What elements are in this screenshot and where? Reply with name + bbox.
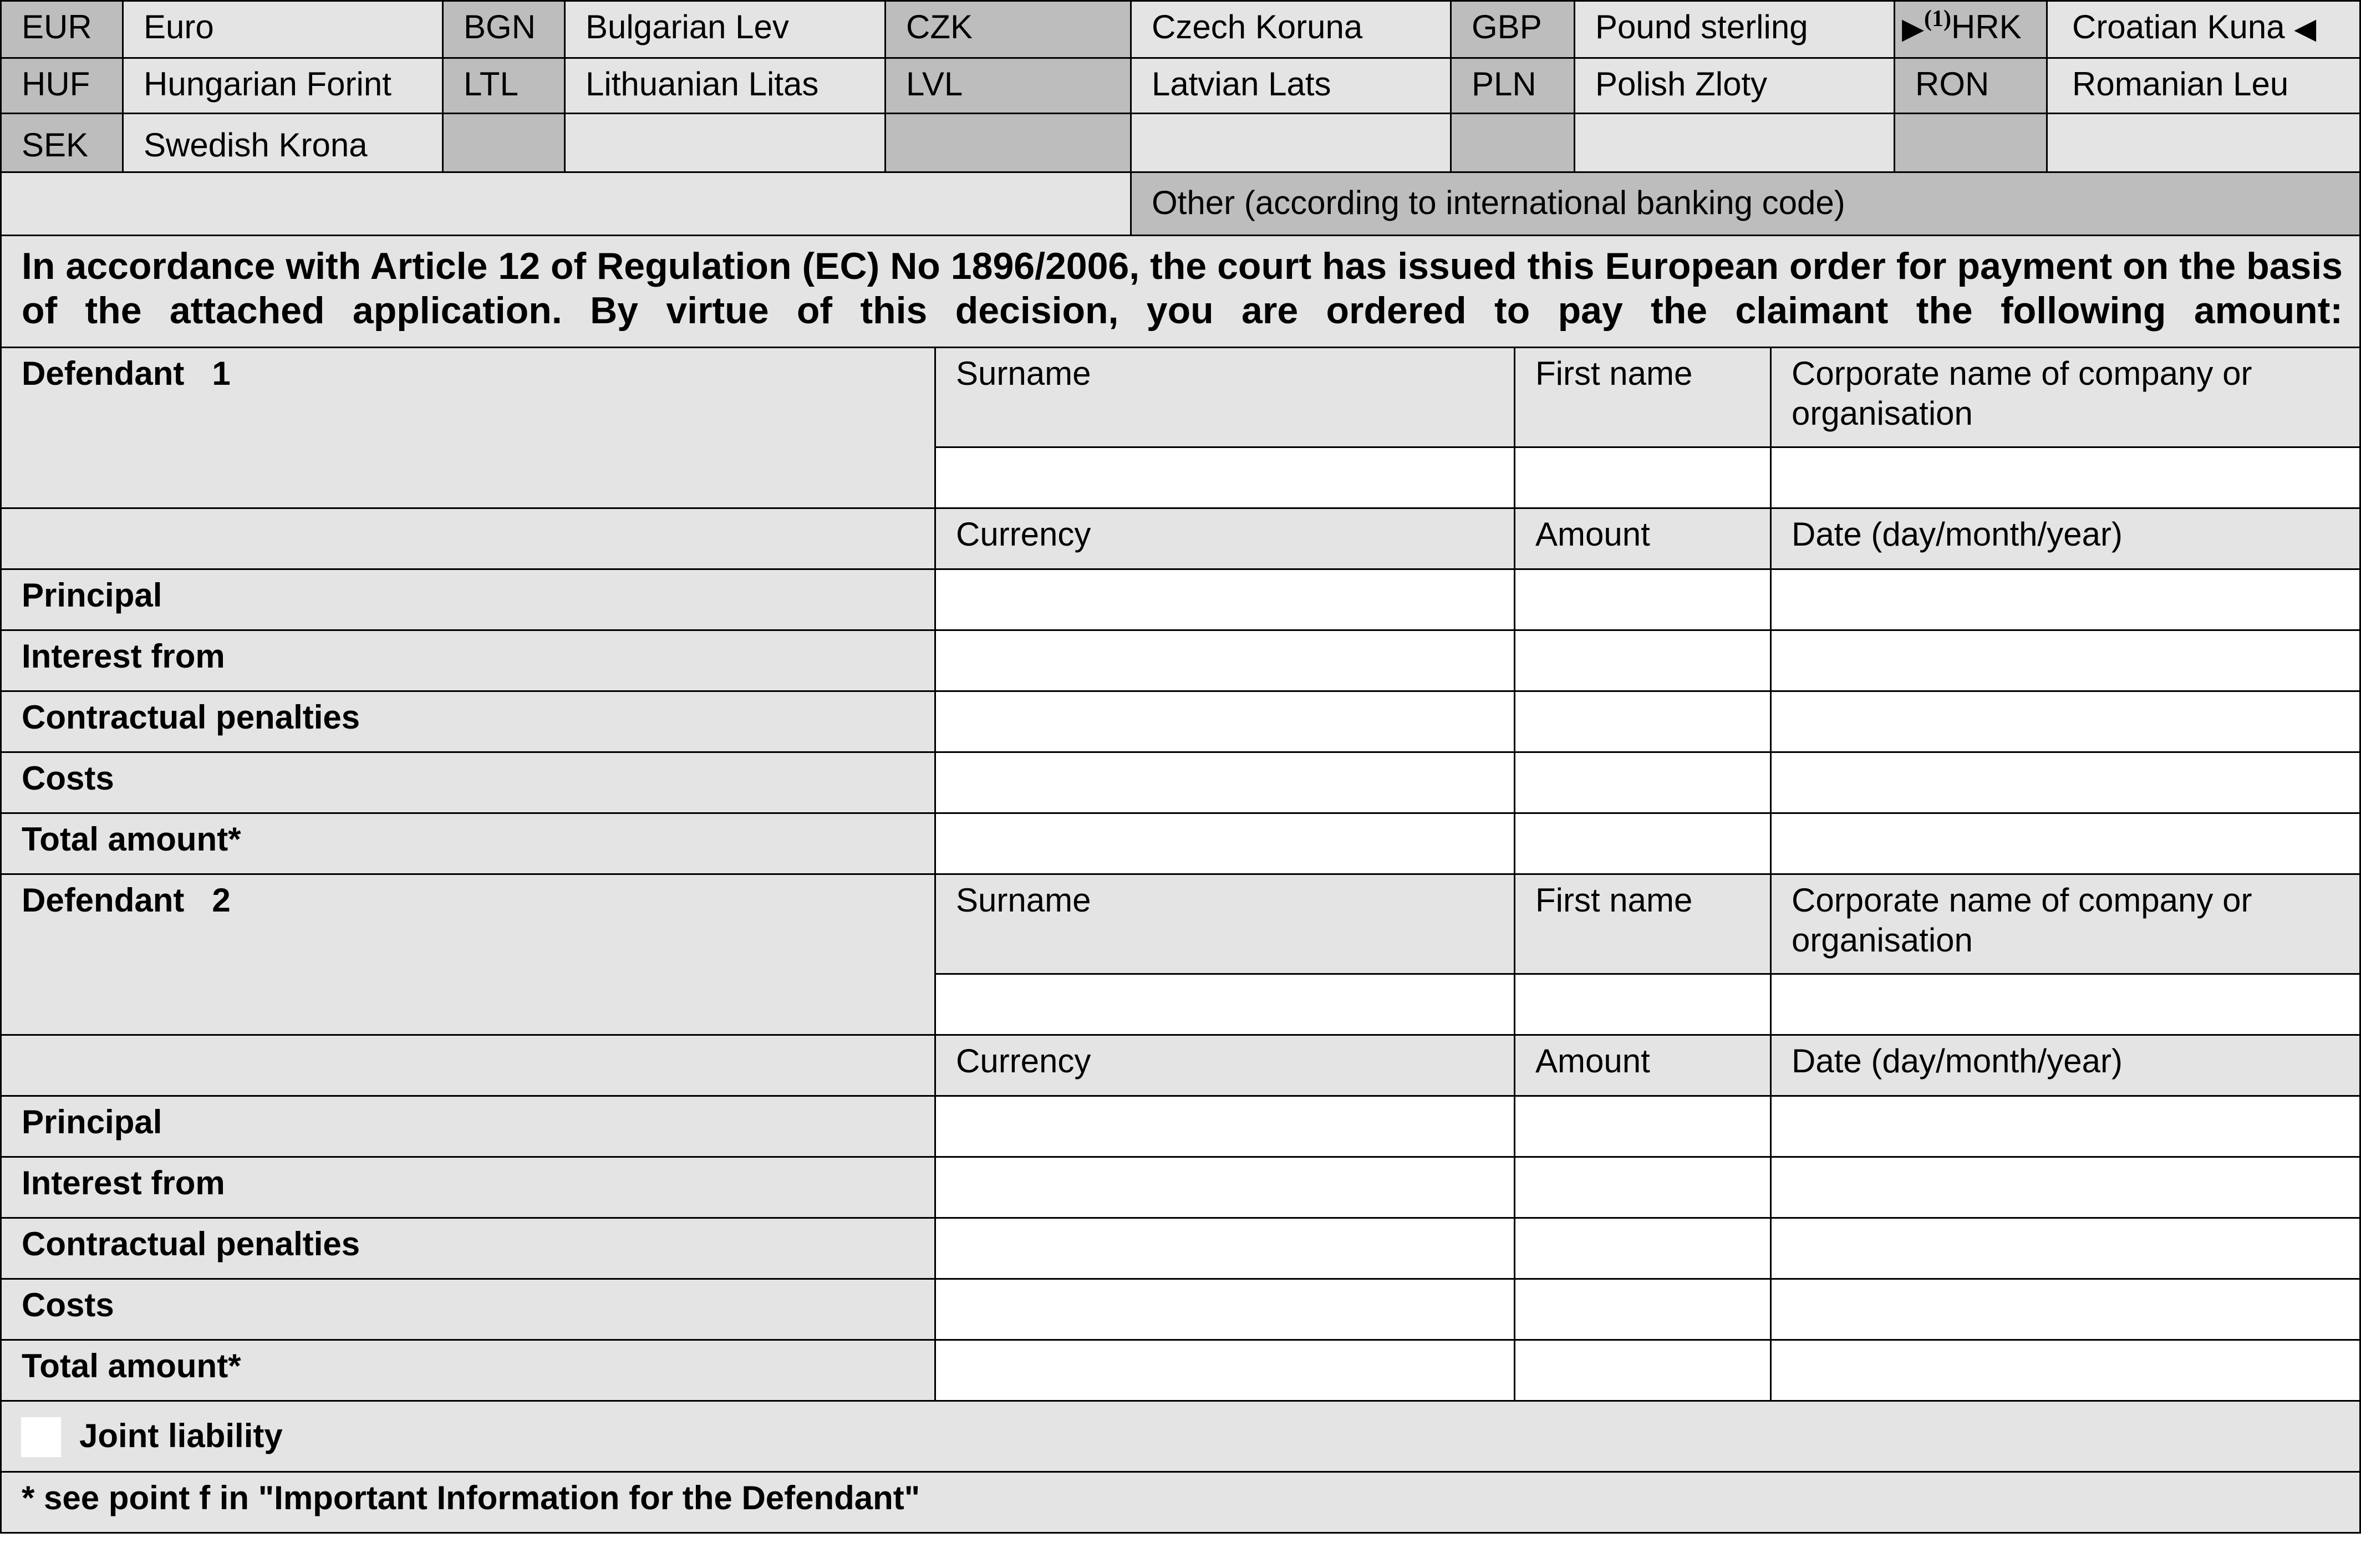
currency-name-lvl: Latvian Lats — [1130, 57, 1452, 114]
d1-row-total-label: Total amount* — [0, 812, 936, 875]
defendant-2-label — [0, 873, 936, 1036]
d1-penalties-currency-input[interactable] — [934, 690, 1515, 753]
currency-code-gbp: GBP — [1450, 0, 1575, 59]
empty-code-cell — [1450, 113, 1575, 173]
defendant-number: 2 — [212, 882, 231, 919]
defendant-2-first-name-input[interactable] — [1514, 973, 1772, 1036]
currency-code-huf: HUF — [0, 57, 124, 114]
d2-row-principal-label: Principal — [0, 1095, 936, 1158]
d2-interest-amount-input[interactable] — [1514, 1156, 1772, 1219]
currency-name-sek: Swedish Krona — [122, 113, 444, 173]
empty-name-cell — [1574, 113, 1895, 173]
defendant-2-currency-header: Currency — [934, 1034, 1515, 1097]
empty-name-cell — [1130, 113, 1452, 173]
d2-costs-date-input[interactable] — [1770, 1278, 2361, 1341]
defendant-1-amount-header-spacer — [0, 507, 936, 570]
currency-name-ltl: Lithuanian Litas — [564, 57, 886, 114]
currency-code-hrk — [1894, 0, 2048, 59]
defendant-1-corporate-header: Corporate name of company or organisation — [1770, 347, 2361, 448]
d1-penalties-amount-input[interactable] — [1514, 690, 1772, 753]
currency-code-ron: RON — [1894, 57, 2048, 114]
d2-row-interest-label: Interest from — [0, 1156, 936, 1219]
defendant-2-first-name-header: First name — [1514, 873, 1772, 975]
footnote-marker: (1) — [1924, 6, 1951, 32]
d1-costs-date-input[interactable] — [1770, 751, 2361, 814]
defendant-1-date-header: Date (day/month/year) — [1770, 507, 2361, 570]
currency-name-eur: Euro — [122, 0, 444, 59]
defendant-2-amount-header-spacer — [0, 1034, 936, 1097]
currency-name-ron: Romanian Leu — [2046, 57, 2361, 114]
defendant-1-surname-input[interactable] — [934, 446, 1515, 509]
d2-total-date-input[interactable] — [1770, 1339, 2361, 1402]
defendant-2-corporate-header: Corporate name of company or organisation — [1770, 873, 2361, 975]
defendant-1-label — [0, 347, 936, 509]
currency-name-pln: Polish Zloty — [1574, 57, 1895, 114]
currency-code-eur: EUR — [0, 0, 124, 59]
d1-row-penalties-label: Contractual penalties — [0, 690, 936, 753]
currency-name-czk: Czech Koruna — [1130, 0, 1452, 59]
footnote: * see point f in "Important Information for the Defendant" — [0, 1471, 2361, 1534]
defendant-2-amount-header: Amount — [1514, 1034, 1772, 1097]
d1-total-currency-input[interactable] — [934, 812, 1515, 875]
other-currency-field[interactable] — [0, 171, 1132, 236]
insert-start-marker-icon: ▶ — [1902, 13, 1924, 45]
defendant-1-corporate-input[interactable] — [1770, 446, 2361, 509]
d1-total-date-input[interactable] — [1770, 812, 2361, 875]
defendant-1-currency-header: Currency — [934, 507, 1515, 570]
d1-principal-amount-input[interactable] — [1514, 568, 1772, 631]
d1-costs-amount-input[interactable] — [1514, 751, 1772, 814]
d1-total-amount-input[interactable] — [1514, 812, 1772, 875]
d2-costs-currency-input[interactable] — [934, 1278, 1515, 1341]
currency-name-bgn: Bulgarian Lev — [564, 0, 886, 59]
currency-code-hrk-label: HRK — [1951, 8, 2022, 45]
currency-name-gbp: Pound sterling — [1574, 0, 1895, 59]
d1-row-principal-label: Principal — [0, 568, 936, 631]
defendant-label: Defendant — [22, 355, 185, 392]
other-currency-label: Other (according to international banking code) — [1130, 171, 2361, 236]
joint-liability-checkbox[interactable] — [21, 1417, 61, 1457]
currency-code-czk: CZK — [884, 0, 1132, 59]
d1-costs-currency-input[interactable] — [934, 751, 1515, 814]
d2-interest-currency-input[interactable] — [934, 1156, 1515, 1219]
d2-interest-date-input[interactable] — [1770, 1156, 2361, 1219]
defendant-2-corporate-input[interactable] — [1770, 973, 2361, 1036]
d2-total-currency-input[interactable] — [934, 1339, 1515, 1402]
currency-name-huf: Hungarian Forint — [122, 57, 444, 114]
d1-penalties-date-input[interactable] — [1770, 690, 2361, 753]
joint-liability-row: Joint liability — [0, 1400, 2361, 1473]
empty-code-cell — [1894, 113, 2048, 173]
defendant-2-surname-header: Surname — [934, 873, 1515, 975]
defendant-1-surname-header: Surname — [934, 347, 1515, 448]
defendant-2-surname-input[interactable] — [934, 973, 1515, 1036]
empty-code-cell — [442, 113, 566, 173]
empty-name-cell — [2046, 113, 2361, 173]
insert-end-marker-icon: ◀ — [2294, 13, 2317, 45]
currency-name-hrk-label: Croatian Kuna — [2072, 8, 2285, 45]
currency-name-hrk — [2046, 0, 2361, 59]
d2-principal-date-input[interactable] — [1770, 1095, 2361, 1158]
d1-row-interest-label: Interest from — [0, 629, 936, 692]
currency-code-lvl: LVL — [884, 57, 1132, 114]
d2-penalties-currency-input[interactable] — [934, 1217, 1515, 1280]
currency-code-ltl: LTL — [442, 57, 566, 114]
d1-interest-currency-input[interactable] — [934, 629, 1515, 692]
d1-principal-currency-input[interactable] — [934, 568, 1515, 631]
d2-total-amount-input[interactable] — [1514, 1339, 1772, 1402]
d2-row-penalties-label: Contractual penalties — [0, 1217, 936, 1280]
d2-principal-amount-input[interactable] — [1514, 1095, 1772, 1158]
defendant-number: 1 — [212, 355, 231, 392]
d1-interest-date-input[interactable] — [1770, 629, 2361, 692]
d2-penalties-amount-input[interactable] — [1514, 1217, 1772, 1280]
d2-penalties-date-input[interactable] — [1770, 1217, 2361, 1280]
defendant-1-first-name-header: First name — [1514, 347, 1772, 448]
order-intro-text: In accordance with Article 12 of Regulation (EC) No 1896/2006, the court has issued this European order for payment on the basis of the attached application. By virtue of this decision, you are ordered to pay the claimant the following amount: — [0, 235, 2361, 348]
defendant-1-amount-header: Amount — [1514, 507, 1772, 570]
empty-code-cell — [884, 113, 1132, 173]
defendant-label: Defendant — [22, 882, 185, 919]
d1-interest-amount-input[interactable] — [1514, 629, 1772, 692]
d1-row-costs-label: Costs — [0, 751, 936, 814]
defendant-1-first-name-input[interactable] — [1514, 446, 1772, 509]
d2-costs-amount-input[interactable] — [1514, 1278, 1772, 1341]
defendant-2-date-header: Date (day/month/year) — [1770, 1034, 2361, 1097]
d2-principal-currency-input[interactable] — [934, 1095, 1515, 1158]
d2-row-total-label: Total amount* — [0, 1339, 936, 1402]
d1-principal-date-input[interactable] — [1770, 568, 2361, 631]
empty-name-cell — [564, 113, 886, 173]
currency-code-bgn: BGN — [442, 0, 566, 59]
currency-code-sek: SEK — [0, 113, 124, 173]
currency-code-pln: PLN — [1450, 57, 1575, 114]
d2-row-costs-label: Costs — [0, 1278, 936, 1341]
